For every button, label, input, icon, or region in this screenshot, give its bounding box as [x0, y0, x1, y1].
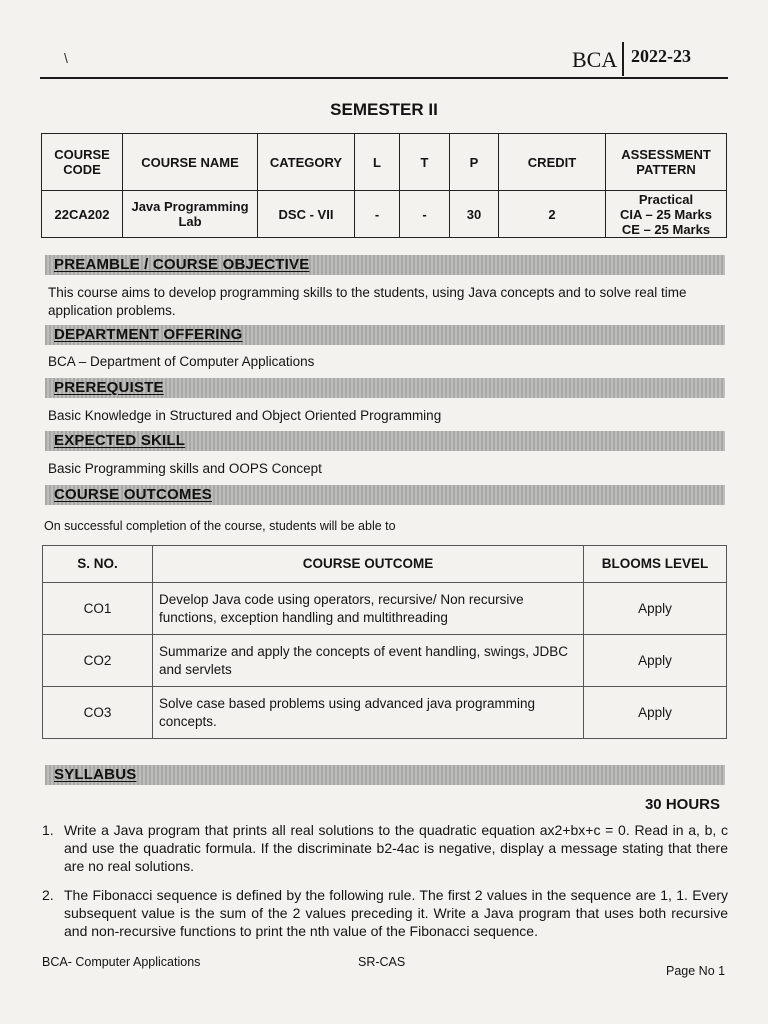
syllabus-item-number: 1. — [42, 822, 54, 838]
col-credit: CREDIT — [499, 134, 606, 191]
col-course-name: COURSE NAME — [123, 134, 258, 191]
col-blooms-level: BLOOMS LEVEL — [584, 546, 727, 583]
outcome-level: Apply — [584, 687, 727, 739]
outcome-text: Develop Java code using operators, recursive/ Non recursive functions, exception handling and multithreading — [153, 583, 584, 635]
course-table — [41, 133, 727, 238]
outcome-level: Apply — [584, 635, 727, 687]
outcome-table — [42, 545, 727, 739]
course-t: - — [400, 191, 450, 238]
outcome-sno: CO3 — [43, 687, 153, 739]
semester-title: SEMESTER II — [330, 100, 438, 119]
col-sno: S. NO. — [43, 546, 153, 583]
prerequisite-text: Basic Knowledge in Structured and Object Oriented Programming — [48, 408, 442, 423]
assessment-type: Practical — [638, 191, 694, 207]
outcomes-intro: On successful completion of the course, students will be able to — [44, 519, 396, 533]
outcome-row — [43, 687, 727, 739]
section-title-outcomes: COURSE OUTCOMES — [54, 486, 213, 503]
section-title-department: DEPARTMENT OFFERING — [54, 326, 243, 343]
course-credit: 2 — [499, 191, 606, 238]
section-band-syllabus — [45, 765, 725, 785]
section-band-department — [45, 325, 725, 345]
header-rule — [40, 77, 728, 79]
program-label: BCA — [572, 47, 618, 72]
outcome-sno: CO1 — [43, 583, 153, 635]
outcome-row — [43, 635, 727, 687]
section-band-outcomes — [45, 485, 725, 505]
pen-mark: \ — [64, 50, 68, 66]
outcome-table-header-row — [43, 546, 727, 583]
assessment-ce: CE – 25 Marks — [621, 221, 711, 237]
course-code: 22CA202 — [42, 191, 123, 238]
section-band-skill — [45, 431, 725, 451]
outcome-text: Solve case based problems using advanced java programming concepts. — [153, 687, 584, 739]
course-table-row — [42, 191, 727, 238]
syllabus-item — [42, 886, 728, 946]
syllabus-item-number: 2. — [42, 887, 54, 903]
col-assessment: ASSESSMENT PATTERN — [606, 134, 727, 191]
outcome-text: Summarize and apply the concepts of event handling, swings, JDBC and servlets — [153, 635, 584, 687]
footer-institution: SR-CAS — [358, 955, 406, 969]
section-title-preamble: PREAMBLE / COURSE OBJECTIVE — [54, 256, 310, 273]
footer-page-number: Page No 1 — [666, 964, 726, 978]
syllabus-hours: 30 HOURS — [644, 796, 720, 813]
course-p: 30 — [450, 191, 499, 238]
col-course-code: COURSE CODE — [42, 134, 123, 191]
outcome-level: Apply — [584, 583, 727, 635]
syllabus-item-text: The Fibonacci sequence is defined by the following rule. The first 2 values in the sequence are 1, 1. Every subsequent value is the sum of the 2 values preceding it. Write a Java program that uses both recursive and non-recursive functions to print the nth value of the Fibonacci sequence. — [64, 887, 728, 939]
preamble-text: This course aims to develop programming skills to the students, using Java concepts and to solve real time application problems. — [48, 285, 687, 318]
syllabus-item-text: Write a Java program that prints all real solutions to the quadratic equation ax2+bx+c = 0. Read in a, b, c and use the quadratic formula. If the discriminate b2-4ac is negative, display a message stating that there are no real solutions. — [64, 822, 728, 874]
section-title-prerequisite: PREREQUISTE — [54, 379, 164, 396]
section-band-prerequisite — [45, 378, 725, 398]
syllabus-item — [42, 821, 728, 881]
course-name: Java Programming Lab — [123, 191, 258, 238]
course-table-header-row — [42, 134, 727, 191]
col-category: CATEGORY — [258, 134, 355, 191]
col-p: P — [450, 134, 499, 191]
col-t: T — [400, 134, 450, 191]
course-l: - — [355, 191, 400, 238]
department-text: BCA – Department of Computer Applications — [48, 354, 315, 369]
section-title-syllabus: SYLLABUS — [54, 766, 137, 783]
col-l: L — [355, 134, 400, 191]
section-band-preamble — [45, 255, 725, 275]
outcome-row — [43, 583, 727, 635]
col-course-outcome: COURSE OUTCOME — [153, 546, 584, 583]
academic-year: 2022-23 — [631, 46, 691, 66]
course-assessment — [606, 191, 727, 238]
header-divider — [622, 42, 624, 76]
outcome-sno: CO2 — [43, 635, 153, 687]
assessment-cia: CIA – 25 Marks — [619, 206, 712, 222]
footer-department: BCA- Computer Applications — [42, 955, 201, 969]
section-title-skill: EXPECTED SKILL — [54, 432, 186, 449]
course-category: DSC - VII — [258, 191, 355, 238]
skill-text: Basic Programming skills and OOPS Concept — [48, 461, 322, 476]
